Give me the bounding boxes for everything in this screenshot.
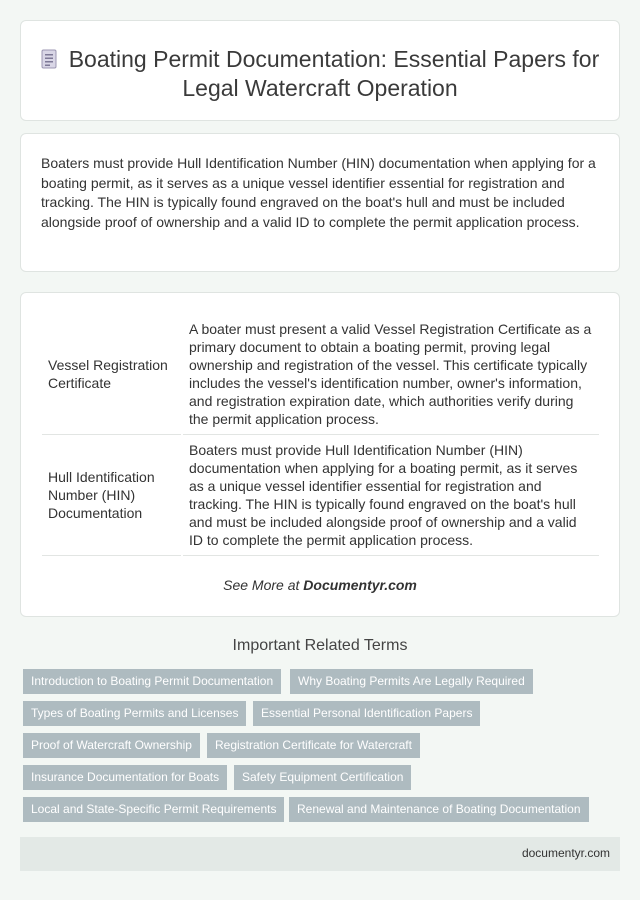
table-description: Boaters must provide Hull Identification Number (HIN) documentation when applying for a boating permit, as it serves as a unique vessel identifier essential for registration and tracking. The HIN is typically found engraved on the boat's hull and must be included alongside proof of ownership and a valid ID to complete the permit application process.	[182, 435, 599, 556]
related-term-tag[interactable]: Local and State-Specific Permit Requirements	[23, 797, 284, 822]
table-description: A boater must present a valid Vessel Registration Certificate as a primary document to obtain a boating permit, proving legal ownership and registration of the vessel. This certificate typically includes the vessel's identification number, owner's information, and registration expiration date, which authorities verify during the permit application process.	[182, 314, 599, 435]
related-term-tag[interactable]: Proof of Watercraft Ownership	[23, 733, 200, 758]
related-term-tag[interactable]: Registration Certificate for Watercraft	[207, 733, 420, 758]
see-more-prefix: See More at	[223, 577, 304, 593]
intro-card	[20, 133, 620, 272]
related-terms-heading: Important Related Terms	[232, 637, 408, 654]
page-title-wrap	[21, 45, 619, 103]
table-row	[42, 314, 599, 435]
related-term-tag[interactable]: Essential Personal Identification Papers	[253, 701, 480, 726]
see-more	[21, 577, 619, 593]
page-title: Boating Permit Documentation: Essential Papers for Legal Watercraft Operation	[68, 46, 600, 101]
see-more-link[interactable]: Documentyr.com	[303, 577, 417, 593]
table-term: Hull Identification Number (HIN) Documentation	[42, 435, 182, 556]
related-term-tag[interactable]: Safety Equipment Certification	[234, 765, 411, 790]
documents-card	[20, 292, 620, 617]
intro-paragraph: Boaters must provide Hull Identification Number (HIN) documentation when applying for a boating permit, as it serves as a unique vessel identifier essential for registration and tracking. The HIN is typically found engraved on the boat's hull and must be included alongside proof of ownership and a valid ID to complete the permit application process.	[41, 155, 596, 230]
documents-table	[42, 314, 599, 556]
table-row	[42, 435, 599, 556]
table-term: Vessel Registration Certificate	[42, 314, 182, 435]
related-term-tag[interactable]: Introduction to Boating Permit Documentation	[23, 669, 281, 694]
related-term-tag[interactable]: Insurance Documentation for Boats	[23, 765, 227, 790]
related-term-tag[interactable]: Types of Boating Permits and Licenses	[23, 701, 246, 726]
related-term-tag[interactable]: Why Boating Permits Are Legally Required	[290, 669, 533, 694]
document-icon	[41, 49, 57, 69]
title-card	[20, 20, 620, 121]
footer-bar	[20, 837, 620, 871]
footer-site[interactable]: documentyr.com	[521, 846, 610, 860]
related-term-tag[interactable]: Renewal and Maintenance of Boating Documentation	[289, 797, 589, 822]
